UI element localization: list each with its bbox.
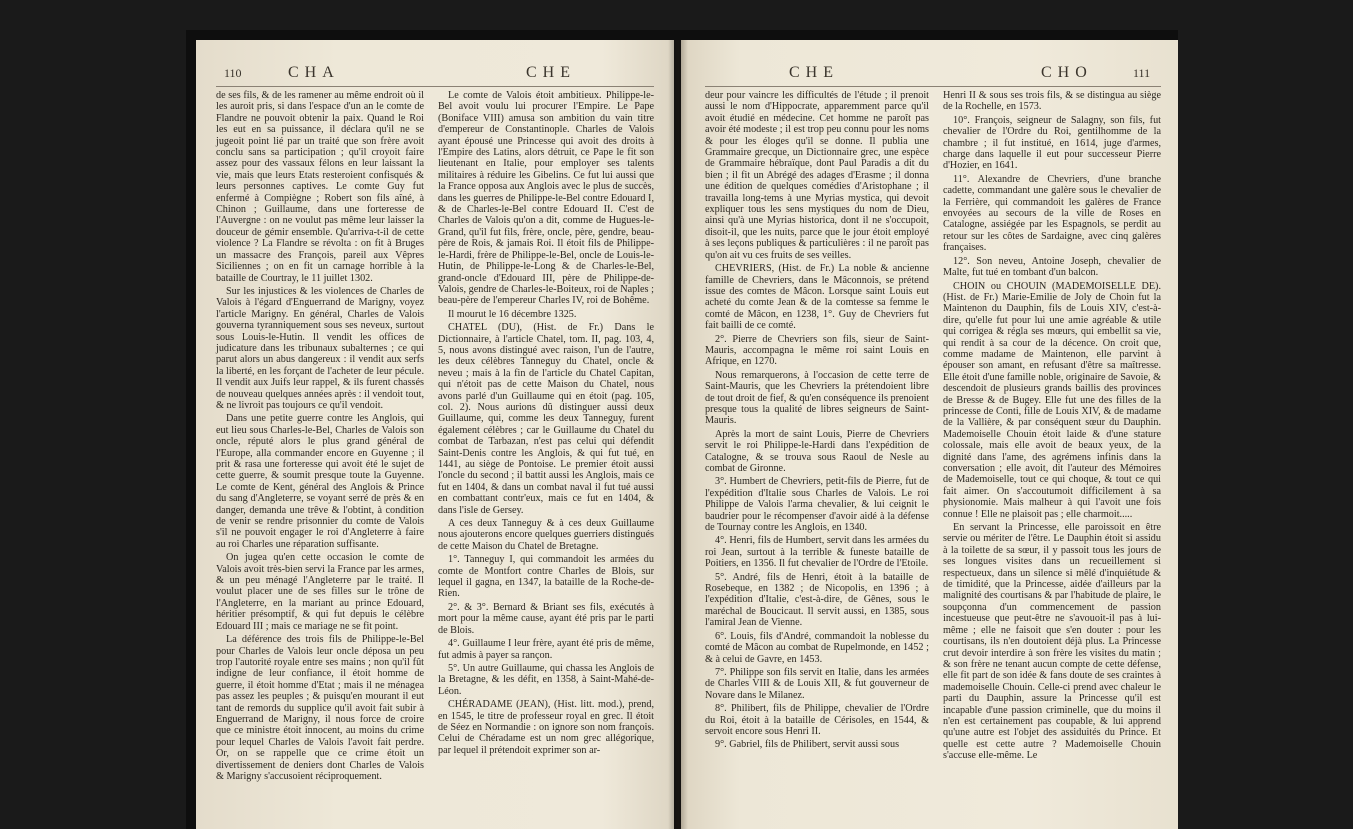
paragraph: La déférence des trois fils de Philippe-le-Bel pour Charles de Valois leur oncle déposa un peu trop l'autorité royale entre ses mains ; non qu'il fût indigne de leur confiance, il étoit homme de guerre, il étoit homme d'Etat ; mais il ne ménagea pas assez les peuples ; & puisqu'en mourant il eut tant de remords du supplice qu'il avoit fait subir à Enguerrand de Marigny, il nous force de croire que ce ministre étoit innocent, au moins du crime pour lequel Charles de Valois l'avoit fait perdre. Or, on se rappelle que ce crime étoit un divertissement de deniers dont Charles de Valois & Marigny s'accusoient réciproquement. [216,634,424,782]
book-gutter [668,40,688,829]
header-rule [705,86,1161,87]
paragraph: On jugea qu'en cette occasion le comte de Valois avoit très-bien servi la France par les armes, & un peu ménagé l'Angleterre par le traité. Il voulut placer une de ses filles sur le trône de l'Angleterre, en la mariant au prince Edouard, héritier présomptif, & qui fut depuis le célèbre Edouard III ; mais ce mariage ne se fit point. [216,552,424,632]
text-column-2 [438,90,654,758]
paragraph: 3°. Humbert de Chevriers, petit-fils de Pierre, fut de l'expédition d'Italie sous Charles de Valois. Le roi Philippe de Valois l'arma chevalier, & lui ceignit le baudrier pour le récompenser d'avoir aidé à la défense de Tournay contre les Anglois, en 1340. [705,476,929,534]
paragraph: de ses fils, & de les ramener au même endroit où il les auroit pris, si dans l'espace d'un an le comte de Flandre ne pouvoit obtenir la paix. Quand le Roi les eut en sa puissance, il déclara qu'il ne se jugeoit point lié par un traité que son frère avoit conclu sans sa participation ; qu'il croyoit faire assez pour des vassaux félons en leur laissant la vie, mais que leurs Etats resteroient confisqués & leurs personnes captives. Le comte Guy fut enfermé à Compiègne ; Robert son fils aîné, à Chinon ; Guillaume, dans une forteresse de l'Auvergne : on ne voulut pas même leur laisser la douceur de gémir ensemble. Qu'arriva-t-il de cette violence ? La Flandre se révolta : on fit à Bruges un massacre des François, pareil aux Vêpres Siciliennes ; on en fit un carnage horrible à la bataille de Courtray, le 11 juillet 1302. [216,90,424,284]
paragraph: deur pour vaincre les difficultés de l'étude ; il prenoit aussi le nom d'Hippocrate, apparemment parce qu'il avoit étudié en médecine. Cet homme ne paroît pas avoir été modeste ; il est trop peu connu pour les noms & pour les éloges qu'il se donne. Il publia une Grammaire grecque, un Dictionnaire grec, une espèce de Grammaire hébraïque, dont Paul Paradis a dit du bien ; il fit un Abrégé des adages d'Erasme ; il donna une édition de quelques comédies d'Aristophane ; il travailla long-tems à une Myrias mystica, qui devoit expliquer tous les sens mystiques du nom de Dieu, ainsi qu'à une Myrias historica, dont il ne s'occupoit, disoit-il, que les nuits, parce que le jour étoit employé à ses leçons publiques & particulières : il ne paroît pas qu'on ait vu ces fruits de ses veilles. [705,90,929,261]
paragraph: Sur les injustices & les violences de Charles de Valois à l'égard d'Enguerrand de Marigny, voyez l'article Marigny. En général, Charles de Valois gouverna tyranniquement sous ses neveux, surtout sous Louis-le-Hutin. Il vendit les offices de judicature dans les tribunaux subalternes ; ce qui parut alors un abus dangereux : il vendit aux serfs la liberté, en les forçant de l'acheter de leur pécule. Il vendit aux Juifs leur rappel, & ils furent chassés de nouveau quelques années après : il vendoit tout, & ne livroit pas toujours ce qu'il vendoit. [216,285,424,411]
paragraph: CHATEL (DU), (Hist. de Fr.) Dans le Dictionnaire, à l'article Chatel, tom. II, pag. 103, 4, 5, nous avons distingué avec raison, l'un de l'autre, les deux célèbres Tanneguy du Chatel, oncle & neveu ; mais à la fin de l'article du Chatel Capitan, qui n'étoit pas de cette Maison du Chatel, nous avons parlé d'un Guillaume qui en étoit (pag. 105, col. 2). Nous aurions dû distinguer aussi deux Guillaume, qui, comme les deux Tanneguy, furent également célèbres ; car le Guillaume du Chatel du combat de Tarbazan, n'est pas celui qui défendit Saint-Denis contre les Anglois, & qui fut tué, en 1441, au siège de Pontoise. Le premier étoit aussi l'oncle du second ; il battit aussi les Anglois, mais ce fut en 1404, & dans un combat naval il fut tué aussi en combattant contr'eux, mais ce fut en 1404, & dans l'isle de Gersey. [438,322,654,516]
paragraph: 8°. Philibert, fils de Philippe, chevalier de l'Ordre du Roi, étoit à la bataille de Cérisoles, en 1544, & servoit encore sous Henri II. [705,703,929,737]
paragraph: 11°. Alexandre de Chevriers, d'une branche cadette, commandant une galère sous le chevalier de la Ferrière, qui commandoit les galères de France envoyées au secours de la ville de Roses en Catalogne, assiégée par les Espagnols, se perdit au retour sur les côtes de Sardaigne, avec cinq galères françaises. [943,173,1161,254]
paragraph: CHÉRADAME (JEAN), (Hist. litt. mod.), prend, en 1545, le titre de professeur royal en grec. Il étoit de Séez en Normandie : on ignore son nom françois. Celui de Chéradame est un nom grec allégorique, par lequel il prétendoit exprimer son ar- [438,699,654,756]
page-number: 110 [224,66,242,80]
paragraph: CHEVRIERS, (Hist. de Fr.) La noble & ancienne famille de Chevriers, dans le Mâconnois, se prétend issue des comtes de Mâcon. Lorsque saint Louis eut acheté du comte Jean & de la comtesse sa femme le comté de Mâcon, en 1238, 1°. Guy de Chevriers fut fait bailli de ce comté. [705,263,929,332]
paragraph: 7°. Philippe son fils servit en Italie, dans les armées de Charles VIII & de Louis XII, & fut gouverneur de Novare dans le Milanez. [705,666,929,701]
paragraph: Henri II & sous ses trois fils, & se distingua au siège de la Rochelle, en 1573. [943,90,1161,113]
paragraph: Le comte de Valois étoit ambitieux. Philippe-le-Bel avoit voulu lui procurer l'Empire. Le Pape (Boniface VIII) amusa son ambition du vain titre d'empereur de Constantinople. Charles de Valois ayant épousé une Princesse qui avoit des droits à l'Empire des Latins, alors détruit, ce Pape le fit son lieutenant en Italie, pour employer ses talents militaires à réduire les Gibelins. Ce fut lui aussi que la France opposa aux Anglois avec le plus de succès, dans les guerres de Philippe-le-Bel contre Edouard I, & de Charles-le-Bel contre Edouard II. C'est de Charles de Valois qu'on a dit, comme de Hugues-le-Grand, qu'il fut fils, frère, oncle, père, gendre, beau-père de Rois, & jamais Roi. Il étoit fils de Philippe-le-Hardi, frère de Philippe-le-Bel, oncle de Louis-le-Hutin, de Philippe-le-Long & de Charles-le-Bel, grand-oncle d'Edouard III, père de Philippe-de-Valois, gendre de Charles-le-Boiteux, roi de Naples ; beau-père de l'empereur Charles IV, roi de Bohême. [438,90,654,307]
text-column-1 [216,90,424,784]
running-head: CHE [789,64,839,81]
header-rule [216,86,654,87]
paragraph: En servant la Princesse, elle paroissoit en être servie ou mériter de l'être. Le Dauphin étoit si assidu à la toilette de sa sœur, il y passoit tous les jours de ses longues visites dans un recueillement si respectueux, dans un silence si mêlé d'inquiétude & de timidité, que la Princesse, aidée d'ailleurs par la malignité des courtisans & par l'habitude de plaire, le soupçonna d'un commencement de passion incestueuse que peut-être ne s'avouoit-il pas à lui-même ; elle ne faisoit que s'en douter : pour les courtisans, ils n'en doutoient déjà plus. La Princesse crut devoir interdire à son frère les visites du matin ; & son frère ne tenant aucun compte de cette défense, elle fit part de son idée & fans doute de ses craintes à mademoiselle Chouin. Celle-ci prend avec chaleur le parti du Dauphin, assure la Princesse qu'il est incapable d'une passion criminelle, que du moins il n'en est certainement pas coupable, & lui apprend qu'une autre est l'objet des assiduités du Prince. Et quelle est cette autre ? Mademoiselle Chouin s'accuse elle-même. Le [943,522,1161,762]
running-head-secondary: CHO [1041,64,1093,81]
paragraph: 12°. Son neveu, Antoine Joseph, chevalier de Malte, fut tué en tombant d'un balcon. [943,255,1161,279]
running-head: CHA [288,64,340,81]
paragraph: 2°. Pierre de Chevriers son fils, sieur de Saint-Mauris, accompagna le même roi saint Louis en Afrique, en 1270. [705,333,929,368]
paragraph: 10°. François, seigneur de Salagny, son fils, fut chevalier de l'Ordre du Roi, gentilhomme de la chambre ; il fut institué, en 1614, juge d'armes, charge dans laquelle il eut pour successeur Pierre d'Hozier, en 1641. [943,114,1161,172]
paragraph: Nous remarquerons, à l'occasion de cette terre de Saint-Mauris, que les Chevriers la prétendoient libre de tout droit de fief, & qu'en conséquence ils prenoient presque tous la qualité de libres seigneurs de Saint-Mauris. [705,369,929,427]
paragraph: CHOIN ou CHOUIN (MADEMOISELLE DE). (Hist. de Fr.) Marie-Emilie de Joly de Choin fut la Maintenon du Dauphin, fils de Louis XIV, c'est-à-dire, qu'elle fut pour lui une amie agréable & utile qui corrigea & régla ses mœurs, qui embellit sa vie, qui rendit à sa cour de la décence. On croit que, comme madame de Maintenon, elle parvint à épouser son amant, en refusant d'être sa maîtresse. Elle étoit d'une famille noble, originaire de Savoie, & descendoit de plusieurs grands baillis des provinces de Bresse & de Bugey. Elle fut une des filles de la princesse de Conti, fille de Louis XIV, & de madame de la Vallière, & par conséquent sœur du Dauphin. Mademoiselle Chouin étoit laide & d'une stature colossale, mais elle avoit de beaux yeux, de la dignité dans l'ame, des agrémens infinis dans la conversation ; elle avoit, dit l'auteur des Mémoires de Mademoiselle, tout ce qui choque, & tout ce qui fait aimer. On s'accoutumoit difficilement à sa physionomie. Mais malheur à qui l'avoit une fois connue ! Elle ne plaisoit pas ; elle charmoit..... [943,280,1161,520]
paragraph: Après la mort de saint Louis, Pierre de Chevriers servit le roi Philippe-le-Hardi dans l'expédition de Catalogne, & se trouva sous Raoul de Nesle au combat de Gironne. [705,428,929,474]
right-page [681,40,1178,829]
paragraph: 1°. Tanneguy I, qui commandoit les armées du comte de Montfort contre Charles de Blois, sur lequel il gagna, en 1347, la bataille de la Roche-de-Rien. [438,554,654,600]
paragraph: Il mourut le 16 décembre 1325. [448,308,577,320]
left-page [196,40,674,829]
paragraph: 4°. Henri, fils de Humbert, servit dans les armées du roi Jean, surtout à la terrible & funeste bataille de Poitiers, en 1356. Il fut chevalier de l'Ordre de l'Etoile. [705,535,929,570]
paragraph: 5°. Un autre Guillaume, qui chassa les Anglois de la Bretagne, & les défit, en 1358, à Saint-Mahé-de-Léon. [438,662,654,697]
paragraph: 9°. Gabriel, fils de Philibert, servit aussi sous [715,739,900,751]
running-head-secondary: CHE [526,64,576,81]
page-number: 111 [1133,66,1151,80]
paragraph: 2°. & 3°. Bernard & Briant ses fils, exécutés à mort pour la même cause, ayant été pris par le parti de Blois. [438,601,654,636]
text-column-1 [705,90,929,753]
paragraph: 6°. Louis, fils d'André, commandoit la noblesse du comté de Mâcon au combat de Rupelmonde, en 1452 ; & à celui de Gavre, en 1453. [705,630,929,665]
text-column-2 [943,90,1161,764]
paragraph: 4°. Guillaume I leur frère, ayant été pris de même, fut admis à payer sa rançon. [438,638,654,661]
paragraph: A ces deux Tanneguy & à ces deux Guillaume nous ajouterons encore quelques guerriers distingués de cette Maison du Chatel de Bretagne. [438,518,654,552]
paragraph: 5°. André, fils de Henri, étoit à la bataille de Rosebeque, en 1382 ; de Nicopolis, en 1396 ; à l'expédition d'Italie, c'est-à-dire, de Gênes, sous le maréchal de Boucicaut. Il servit aussi, en 1385, sous l'amiral Jean de Vienne. [705,571,929,629]
paragraph: Dans une petite guerre contre les Anglois, qui eut lieu sous Charles-le-Bel, Charles de Valois son oncle, réputé alors le plus grand général de l'Europe, alla commander encore en Guyenne ; il prit & rasa une forteresse qui avoit été le sujet de cette guerre, & soumit presque toute la Guyenne. Le comte de Kent, général des Anglois & Prince du sang d'Angleterre, se voyant serré de près & en danger, demanda une trêve & l'obtint, à condition de venir se rendre prisonnier du comte de Valois s'il ne pouvoit engager le roi d'Angleterre à faire au roi Charles une réparation suffisante. [216,413,424,550]
